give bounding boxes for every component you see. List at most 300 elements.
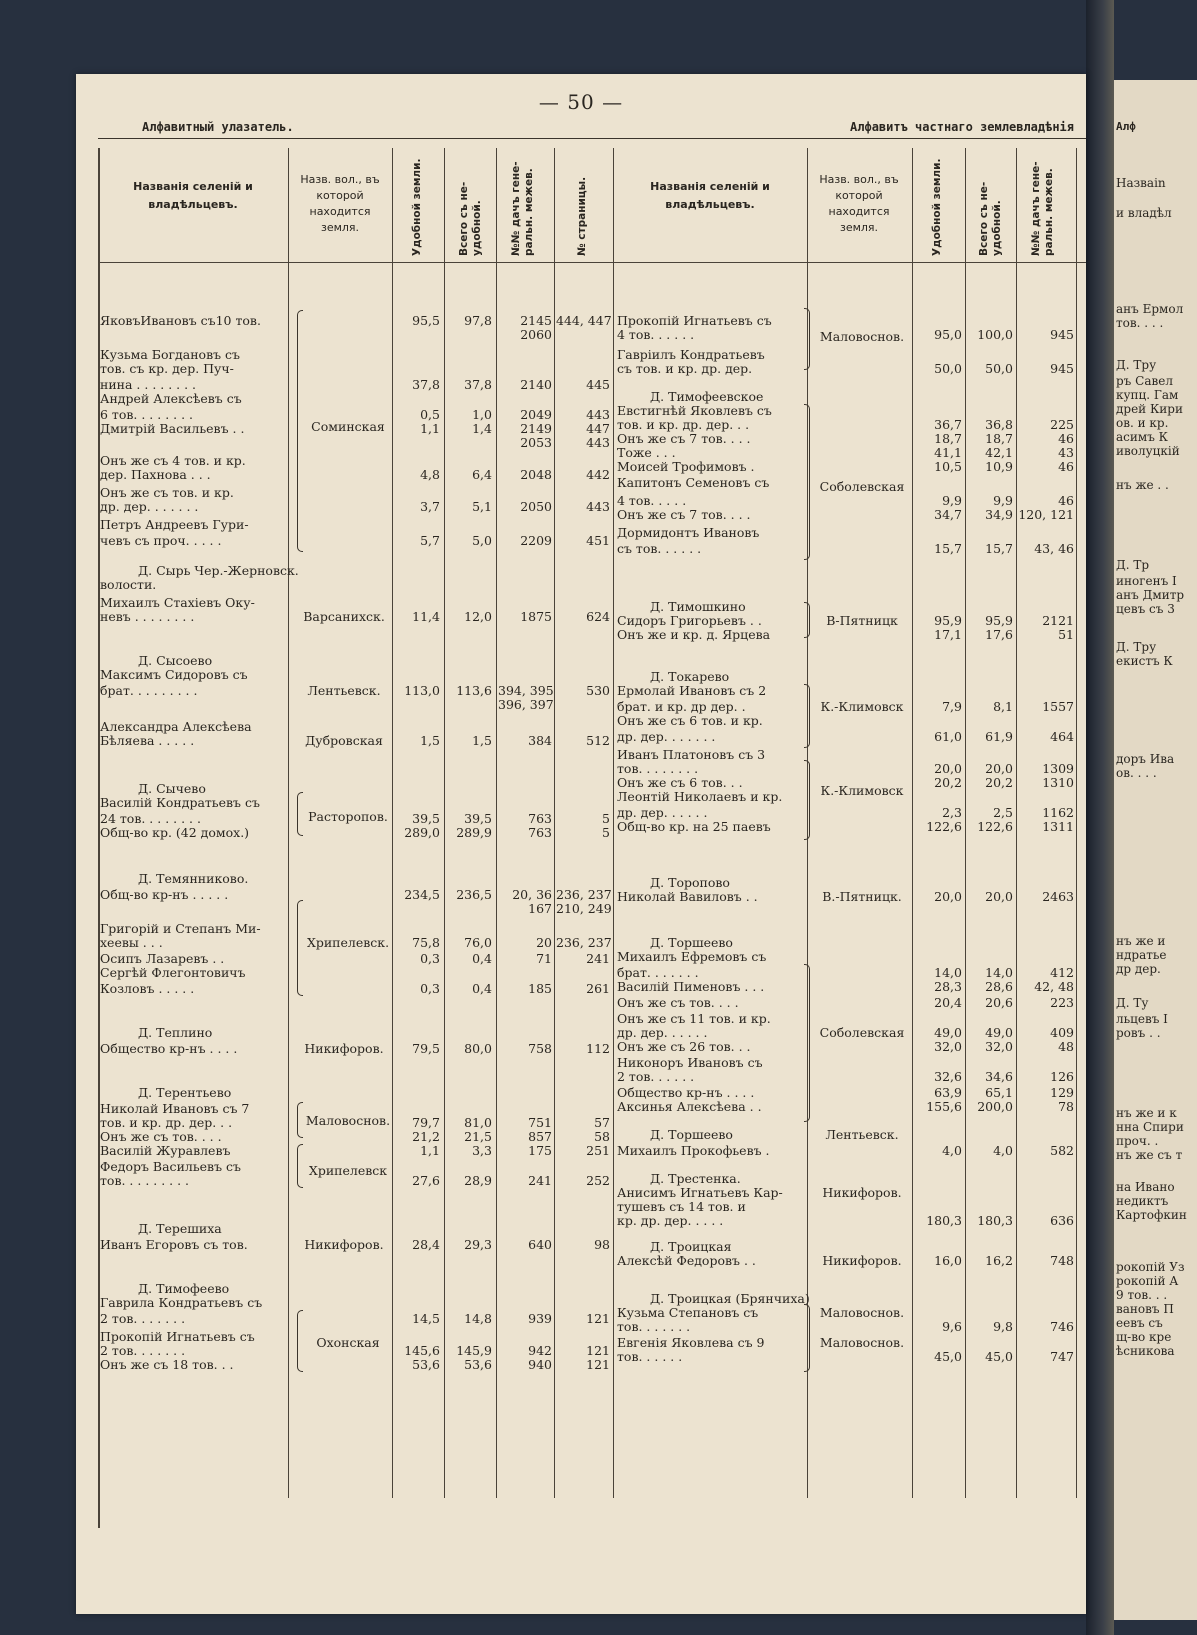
page-ref: 236, 237 <box>556 935 612 950</box>
owner-name: Михаилъ Ефремовъ съ <box>617 949 767 964</box>
dachi-value: 2145 <box>520 313 552 328</box>
dachi-value: 945 <box>1050 327 1074 342</box>
udobnoy-value: 95,9 <box>934 613 962 628</box>
dachi-value: 2050 <box>520 499 552 514</box>
page-ref: 451 <box>586 533 610 548</box>
brace-mark <box>804 308 810 370</box>
volost-label: Расторопов. <box>308 809 388 824</box>
dachi-value: 43 <box>1058 445 1074 460</box>
udobnoy-value: 20,2 <box>934 775 962 790</box>
owner-name: Кузьма Богдановъ съ <box>100 347 240 362</box>
brace-mark <box>804 602 810 638</box>
brace-mark <box>297 1310 303 1372</box>
owner-name: съ тов. . . . . . <box>617 541 702 556</box>
column-rule <box>613 148 614 1498</box>
vsego-value: 145,9 <box>456 1343 492 1358</box>
udobnoy-value: 28,3 <box>934 979 962 994</box>
village-heading: Д. Сычево <box>138 781 206 796</box>
udobnoy-value: 50,0 <box>934 361 962 376</box>
next-page-fragment: льцевъ І <box>1116 1012 1168 1026</box>
vsego-value: 34,6 <box>985 1069 1013 1084</box>
udobnoy-value: 5,7 <box>420 533 440 548</box>
dachi-value: 185 <box>528 981 552 996</box>
owner-name: Сидоръ Григорьевъ . . <box>617 613 762 628</box>
udobnoy-value: 34,7 <box>934 507 962 522</box>
owner-name: Общество кр-нъ . . . . <box>617 1085 755 1100</box>
owner-name: Леонтій Николаевъ и кр. <box>617 789 783 804</box>
village-heading: Д. Сысоево <box>138 653 213 668</box>
vsego-value: 50,0 <box>985 361 1013 376</box>
dachi-value: 942 <box>528 1343 552 1358</box>
udobnoy-value: 3,7 <box>420 499 440 514</box>
owner-name: Евстигнѣй Яковлевъ съ <box>617 403 772 418</box>
page-ref: 261 <box>586 981 610 996</box>
vsego-value: 17,6 <box>985 627 1013 642</box>
udobnoy-value: 14,0 <box>934 965 962 980</box>
udobnoy-value: 145,6 <box>404 1343 440 1358</box>
volost-label: Соболевская <box>819 1025 905 1040</box>
owner-name: нина . . . . . . . . <box>100 377 197 392</box>
vsego-value: 36,8 <box>985 417 1013 432</box>
udobnoy-value: 14,5 <box>412 1311 440 1326</box>
next-page-fragment: ов. . . . <box>1116 766 1157 780</box>
volost-label: Никифоров. <box>304 1041 384 1056</box>
owner-name: Общество кр-нъ . . . . <box>100 1041 238 1056</box>
udobnoy-value: 113,0 <box>404 683 440 698</box>
header-rule <box>98 138 1086 139</box>
volost-label: Никифоров. <box>822 1185 902 1200</box>
owner-name: 2 тов. . . . . . . <box>100 1343 186 1358</box>
owner-name: тов. и кр. др. дер. . . <box>617 417 750 432</box>
page-ref: 5 <box>602 811 610 826</box>
vsego-value: 28,6 <box>985 979 1013 994</box>
page-ref: 5 <box>602 825 610 840</box>
next-page-fragment: дрей Кири <box>1116 402 1183 416</box>
volost-label: Лентьевск. <box>307 683 381 698</box>
dachi-value: 396, 397 <box>498 697 554 712</box>
udobnoy-value: 4,0 <box>942 1143 962 1158</box>
village-heading: Д. Теплино <box>138 1025 213 1040</box>
dachi-value: 758 <box>528 1041 552 1056</box>
udobnoy-value: 0,3 <box>420 951 440 966</box>
volost-label: Маловоснов. <box>819 1305 905 1320</box>
brace-mark <box>297 310 303 552</box>
volost-label: Соминская <box>311 419 385 434</box>
page-ref: 57 <box>594 1115 610 1130</box>
next-page-fragment: 9 тов. . . <box>1116 1288 1168 1302</box>
column-rule <box>1016 148 1017 1498</box>
dachi-value: 2121 <box>1042 613 1074 628</box>
next-page-fragment: ѣсникова <box>1116 1344 1175 1358</box>
vsego-value: 180,3 <box>977 1213 1013 1228</box>
dachi-value: 1875 <box>520 609 552 624</box>
udobnoy-value: 234,5 <box>404 887 440 902</box>
udobnoy-value: 61,0 <box>934 729 962 744</box>
udobnoy-value: 37,8 <box>412 377 440 392</box>
next-page-fragment: тов. . . . <box>1116 316 1164 330</box>
page-ref: 112 <box>586 1041 610 1056</box>
dachi-value: 384 <box>528 733 552 748</box>
brace-mark <box>804 964 810 1122</box>
dachi-value: 2463 <box>1042 889 1074 904</box>
header-stranitsy: № страницы. <box>576 176 588 256</box>
dachi-value: 857 <box>528 1129 552 1144</box>
next-page-fragment: еевъ съ <box>1116 1316 1163 1330</box>
page-number: — 50 — <box>538 90 624 114</box>
owner-name: брат. . . . . . . <box>617 965 699 980</box>
owner-name: Гаврила Кондратьевъ съ <box>100 1295 263 1310</box>
column-rule <box>496 148 497 1498</box>
dachi-value: 2048 <box>520 467 552 482</box>
column-rule <box>912 148 913 1498</box>
column-rule <box>1076 148 1077 1498</box>
owner-name: др. дер. . . . . . <box>617 805 708 820</box>
volost-label: Никифоров. <box>304 1237 384 1252</box>
vsego-value: 81,0 <box>464 1115 492 1130</box>
next-page-fragment: доръ Ива <box>1116 752 1175 766</box>
udobnoy-value: 75,8 <box>412 935 440 950</box>
volost-label: Дубровская <box>305 733 383 748</box>
vsego-value: 76,0 <box>464 935 492 950</box>
dachi-value: 1557 <box>1042 699 1074 714</box>
udobnoy-value: 9,9 <box>942 493 962 508</box>
vsego-value: 100,0 <box>977 327 1013 342</box>
vsego-value: 289,9 <box>456 825 492 840</box>
dachi-value: 640 <box>528 1237 552 1252</box>
owner-name: Онъ же съ тов. . . . <box>617 995 739 1010</box>
next-page-fragment: нна Спири <box>1116 1120 1184 1134</box>
owner-name: 24 тов. . . . . . . . <box>100 811 201 826</box>
page-ref: 512 <box>586 733 610 748</box>
owner-name: Онъ же съ 6 тов. и кр. <box>617 713 763 728</box>
owner-name: брат. . . . . . . . . <box>100 683 198 698</box>
village-heading: Д. Токарево <box>650 669 730 684</box>
owner-name: тов. . . . . . <box>617 1349 683 1364</box>
next-page-fragment: Д. Ту <box>1116 996 1149 1010</box>
vsego-value: 0,4 <box>472 951 492 966</box>
vsego-value: 49,0 <box>985 1025 1013 1040</box>
owner-name: хеевы . . . <box>100 935 163 950</box>
next-page-fragment: ръ Савел <box>1116 374 1173 388</box>
owner-name: дер. Пахнова . . . <box>100 467 211 482</box>
owner-name: Василій Кондратьевъ съ <box>100 795 260 810</box>
owner-name: ЯковъИвановъ съ10 тов. <box>100 313 261 328</box>
udobnoy-value: 41,1 <box>934 445 962 460</box>
page-ref: 252 <box>586 1173 610 1188</box>
udobnoy-value: 0,3 <box>420 981 440 996</box>
dachi-value: 939 <box>528 1311 552 1326</box>
dachi-value: 120, 121 <box>1018 507 1074 522</box>
udobnoy-value: 10,5 <box>934 459 962 474</box>
page-ref: 624 <box>586 609 610 624</box>
owner-name: Гавріилъ Кондратьевъ <box>617 347 765 362</box>
vsego-value: 200,0 <box>977 1099 1013 1114</box>
dachi-value: 71 <box>536 951 552 966</box>
udobnoy-value: 7,9 <box>942 699 962 714</box>
owner-name: 4 тов. . . . . . <box>617 327 695 342</box>
volost-label: К.-Климовск <box>820 699 904 714</box>
vsego-value: 61,9 <box>985 729 1013 744</box>
volost-label: Хрипелевск. <box>306 935 390 950</box>
owner-name: Кузьма Степановъ съ <box>617 1305 759 1320</box>
brace-mark <box>804 1304 810 1372</box>
dachi-value: 225 <box>1050 417 1074 432</box>
vsego-value: 97,8 <box>464 313 492 328</box>
owner-name: 6 тов. . . . . . . . <box>100 407 194 422</box>
vsego-value: 8,1 <box>993 699 1013 714</box>
owner-name: Василій Журавлевъ <box>100 1143 231 1158</box>
page-ref: 121 <box>586 1357 610 1372</box>
header-names-right: Названія селеній и владѣльцевъ. <box>650 180 770 211</box>
dachi-value: 746 <box>1050 1319 1074 1334</box>
dachi-value: 46 <box>1058 493 1074 508</box>
volost-label: Хрипелевск <box>308 1163 388 1178</box>
vsego-value: 9,9 <box>993 493 1013 508</box>
dachi-value: 223 <box>1050 995 1074 1010</box>
volost-label: К.-Климовск <box>820 783 904 798</box>
udobnoy-value: 95,5 <box>412 313 440 328</box>
next-page-fragment: иногенъ І <box>1116 574 1177 588</box>
volost-label: Маловоснов. <box>819 1335 905 1350</box>
document-page <box>76 74 1086 1614</box>
page-ref: 241 <box>586 951 610 966</box>
udobnoy-value: 1,1 <box>420 421 440 436</box>
owner-name: Евгенія Яковлева съ 9 <box>617 1335 765 1350</box>
dachi-value: 2140 <box>520 377 552 392</box>
village-heading: Д. Троицкая (Брянчиха) <box>650 1291 810 1306</box>
dachi-value: 1311 <box>1042 819 1074 834</box>
owner-name: тов. и кр. др. дер. . . <box>100 1115 233 1130</box>
book-gutter <box>1086 0 1114 1635</box>
owner-name: кр. др. дер. . . . . <box>617 1213 724 1228</box>
column-rule <box>444 148 445 1498</box>
owner-name: Петръ Андреевъ Гури- <box>100 517 249 532</box>
udobnoy-value: 28,4 <box>412 1237 440 1252</box>
header-vsego: Всего съ не-удобной. <box>458 181 483 256</box>
dachi-value: 763 <box>528 811 552 826</box>
owner-name: Николай Ивановъ съ 7 <box>100 1101 250 1116</box>
udobnoy-value: 2,3 <box>942 805 962 820</box>
dachi-value: 20 <box>536 935 552 950</box>
udobnoy-value: 95,0 <box>934 327 962 342</box>
next-page-fragment: Д. Тру <box>1116 640 1157 654</box>
vsego-value: 236,5 <box>456 887 492 902</box>
udobnoy-value: 4,8 <box>420 467 440 482</box>
vsego-value: 10,9 <box>985 459 1013 474</box>
owner-name: Александра Алексѣева <box>100 719 252 734</box>
owner-name: Онъ же съ 18 тов. . . <box>100 1357 234 1372</box>
udobnoy-value: 155,6 <box>926 1099 962 1114</box>
next-page-fragment: Картофкин <box>1116 1208 1187 1222</box>
owner-name: брат. и кр. др дер. . <box>617 699 746 714</box>
vsego-value: 42,1 <box>985 445 1013 460</box>
vsego-value: 20,2 <box>985 775 1013 790</box>
vsego-value: 6,4 <box>472 467 492 482</box>
owner-name: Аксинья Алексѣева . . <box>617 1099 762 1114</box>
owner-name: Онъ же съ 7 тов. . . . <box>617 431 751 446</box>
owner-name: Григорій и Степанъ Ми- <box>100 921 261 936</box>
owner-name: Федоръ Васильевъ съ <box>100 1159 241 1174</box>
owner-name: Онъ же съ тов. . . . <box>100 1129 222 1144</box>
village-heading: Д. Тимофеево <box>138 1281 230 1296</box>
volost-label: Соболевская <box>819 479 905 494</box>
owner-name: тов. съ кр. дер. Пуч- <box>100 361 234 376</box>
vsego-value: 1,5 <box>472 733 492 748</box>
volost-label: Маловоснов. <box>819 329 905 344</box>
header-udobnoy: Удобной земли. <box>411 158 423 256</box>
udobnoy-value: 17,1 <box>934 627 962 642</box>
next-page-fragment: Д. Тр <box>1116 558 1150 572</box>
dachi-value: 241 <box>528 1173 552 1188</box>
column-rule <box>288 148 289 1498</box>
udobnoy-value: 1,1 <box>420 1143 440 1158</box>
udobnoy-value: 180,3 <box>926 1213 962 1228</box>
dachi-value: 747 <box>1050 1349 1074 1364</box>
vsego-value: 37,8 <box>464 377 492 392</box>
next-page-fragment: анъ Дмитр <box>1116 588 1185 602</box>
udobnoy-value: 63,9 <box>934 1085 962 1100</box>
vsego-value: 29,3 <box>464 1237 492 1252</box>
village-heading: Д. Торшеево <box>650 935 733 950</box>
owner-name: невъ . . . . . . . . <box>100 609 195 624</box>
dachi-value: 2060 <box>520 327 552 342</box>
volost-label: Никифоров. <box>822 1253 902 1268</box>
udobnoy-value: 289,0 <box>404 825 440 840</box>
owner-name: Прокопій Игнатьевъ съ <box>100 1329 255 1344</box>
dachi-value: 2049 <box>520 407 552 422</box>
dachi-value: 20, 36 <box>512 887 552 902</box>
owner-name: Максимъ Сидоровъ съ <box>100 667 248 682</box>
owner-name: др. дер. . . . . . <box>617 1025 708 1040</box>
owner-name: Никоноръ Ивановъ съ <box>617 1055 763 1070</box>
owner-name: тов. . . . . . . <box>617 1319 691 1334</box>
dachi-value: 46 <box>1058 431 1074 446</box>
owner-name: Осипъ Лазаревъ . . <box>100 951 225 966</box>
next-page-fragment: рокопій Уз <box>1116 1260 1185 1274</box>
vsego-value: 95,9 <box>985 613 1013 628</box>
vsego-value: 20,6 <box>985 995 1013 1010</box>
running-head-right: Алфавитъ частнаго землевладѣнія <box>850 120 1074 134</box>
owner-name: Бѣляева . . . . . <box>100 733 195 748</box>
dachi-value: 394, 395 <box>498 683 554 698</box>
owner-name: Козловъ . . . . . <box>100 981 195 996</box>
village-heading: Д. Темянниково. <box>138 871 249 886</box>
vsego-value: 80,0 <box>464 1041 492 1056</box>
page-ref: 443 <box>586 435 610 450</box>
udobnoy-value: 0,5 <box>420 407 440 422</box>
page-ref: 98 <box>594 1237 610 1252</box>
village-heading: Д. Терешиха <box>138 1221 222 1236</box>
dachi-value: 2149 <box>520 421 552 436</box>
brace-mark <box>297 1144 303 1188</box>
owner-name: волости. <box>100 577 157 592</box>
dachi-value: 748 <box>1050 1253 1074 1268</box>
next-page-fragment: анъ Ермол <box>1116 302 1184 316</box>
volost-label: Маловоснов. <box>305 1113 391 1128</box>
village-heading: Д. Сырь Чер.-Жерновск. <box>138 563 299 578</box>
dachi-value: 2053 <box>520 435 552 450</box>
vsego-value: 28,9 <box>464 1173 492 1188</box>
dachi-value: 175 <box>528 1143 552 1158</box>
dachi-value: 129 <box>1050 1085 1074 1100</box>
udobnoy-value: 53,6 <box>412 1357 440 1372</box>
owner-name: Сергѣй Флегонтовичъ <box>100 965 246 980</box>
owner-name: др. дер. . . . . . . <box>100 499 199 514</box>
vsego-value: 39,5 <box>464 811 492 826</box>
header-vsego-right: Всего съ не-удобной. <box>978 181 1003 256</box>
owner-name: Алексѣй Федоровъ . . <box>617 1253 756 1268</box>
vsego-value: 3,3 <box>472 1143 492 1158</box>
next-page-head: Алф <box>1116 120 1136 133</box>
owner-name: Василій Пименовъ . . . <box>617 979 765 994</box>
owner-name: Общ-во кр. на 25 паевъ <box>617 819 771 834</box>
village-heading: Д. Торопово <box>650 875 730 890</box>
next-page-fragment: недиктъ <box>1116 1194 1169 1208</box>
dachi-value: 763 <box>528 825 552 840</box>
vsego-value: 15,7 <box>985 541 1013 556</box>
owner-name: Моисей Трофимовъ . <box>617 459 755 474</box>
page-ref: 445 <box>586 377 610 392</box>
owner-name: Онъ же и кр. д. Ярцева <box>617 627 771 642</box>
udobnoy-value: 20,0 <box>934 761 962 776</box>
page-ref: 121 <box>586 1311 610 1326</box>
owner-name: тушевъ съ 14 тов. и <box>617 1199 746 1214</box>
vsego-value: 5,0 <box>472 533 492 548</box>
udobnoy-value: 122,6 <box>926 819 962 834</box>
dachi-value: 1310 <box>1042 775 1074 790</box>
vsego-value: 14,8 <box>464 1311 492 1326</box>
udobnoy-value: 11,4 <box>412 609 440 624</box>
owner-name: тов. . . . . . . . . <box>100 1173 190 1188</box>
dachi-value: 751 <box>528 1115 552 1130</box>
owner-name: Общ-во кр. (42 домох.) <box>100 825 250 840</box>
header-names: Названія селеній и владѣльцевъ. <box>133 180 253 211</box>
vsego-value: 1,0 <box>472 407 492 422</box>
owner-name: Николай Вавиловъ . . <box>617 889 758 904</box>
page-ref: 530 <box>586 683 610 698</box>
udobnoy-value: 18,7 <box>934 431 962 446</box>
header-udobnoy-right: Удобной земли. <box>931 158 943 256</box>
dachi-value: 1162 <box>1042 805 1074 820</box>
page-ref: 121 <box>586 1343 610 1358</box>
vsego-value: 32,0 <box>985 1039 1013 1054</box>
next-page-edge <box>1114 80 1197 1620</box>
vsego-value: 34,9 <box>985 507 1013 522</box>
next-page-fragment: ов. и кр. <box>1116 416 1169 430</box>
header-dachi: №№ дачъ гене-ральн. межев. <box>510 161 535 256</box>
owner-name: Иванъ Егоровъ съ тов. <box>100 1237 248 1252</box>
volost-label: В.-Пятницк. <box>822 889 902 904</box>
udobnoy-value: 36,7 <box>934 417 962 432</box>
page-ref: 236, 237 <box>556 887 612 902</box>
owner-name: Дормидонтъ Ивановъ <box>617 525 760 540</box>
owner-name: Онъ же съ 4 тов. и кр. <box>100 453 246 468</box>
vsego-value: 16,2 <box>985 1253 1013 1268</box>
next-page-fragment: ровъ . . <box>1116 1026 1161 1040</box>
page-ref: 442 <box>586 467 610 482</box>
vsego-value: 53,6 <box>464 1357 492 1372</box>
next-page-fragment: Назвain <box>1116 176 1166 190</box>
dachi-value: 940 <box>528 1357 552 1372</box>
owner-name: 2 тов. . . . . . . <box>100 1311 186 1326</box>
vsego-value: 9,8 <box>993 1319 1013 1334</box>
vsego-value: 20,0 <box>985 889 1013 904</box>
owner-name: чевъ съ проч. . . . . <box>100 533 222 548</box>
brace-mark <box>297 900 303 996</box>
dachi-value: 42, 48 <box>1034 979 1074 994</box>
owner-name: др. дер. . . . . . . <box>617 729 716 744</box>
udobnoy-value: 79,7 <box>412 1115 440 1130</box>
